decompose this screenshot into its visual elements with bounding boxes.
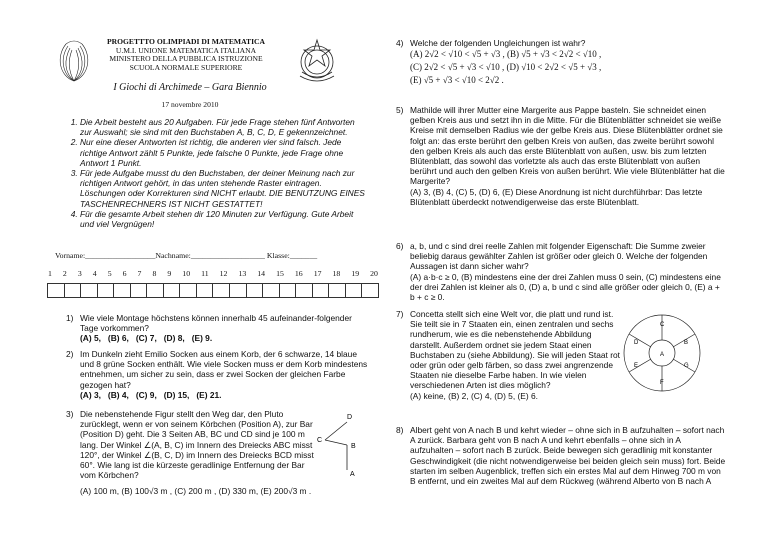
grid-number: 6 [122, 269, 127, 278]
question-text: Wie viele Montage höchstens können innerhalb 45 aufeinander-folgender Tage vorkommen? [80, 313, 352, 334]
grid-number: 4 [92, 269, 97, 278]
grid-number: 9 [167, 269, 172, 278]
question-5 [396, 105, 726, 207]
answer-line: (A) 3, (B) 4, (C) 5, (D) 6, (E) Diese Anordnung ist nicht durchführbar: Das letzte Blütenblatt überdeckt notwendigerweise das erste Blütenblatt. [410, 186, 703, 207]
answer-cell[interactable] [230, 284, 247, 297]
question-8 [396, 425, 726, 486]
answer-b: (B) 4, [107, 389, 129, 400]
grid-number: 8 [152, 269, 157, 278]
answer-line: (A) 100 m, (B) 100√3 m , (C) 200 m , (D) 330 m, (E) 200√3 m . [80, 486, 312, 497]
region-label-b: B [684, 340, 689, 346]
question-number: 1) [66, 313, 74, 323]
answer-cell[interactable] [296, 284, 313, 297]
region-label-c: C [660, 322, 665, 328]
answer-cell[interactable] [313, 284, 330, 297]
region-label-a: A [660, 352, 665, 358]
header-line1: PROGETTTO OLIMPIADI DI MATEMATICA [106, 37, 265, 46]
grid-number: 10 [182, 269, 191, 278]
answer-d: (D) 15, [163, 389, 190, 400]
header-line4: SCUOLA NORMALE SUPERIORE [129, 62, 243, 72]
question-2 [66, 349, 368, 400]
republic-emblem-icon [292, 36, 342, 88]
answer-line: (A) keine, (B) 2, (C) 4, (D) 5, (E) 6. [410, 390, 538, 401]
answer-cell[interactable] [263, 284, 280, 297]
question-text: Concetta stellt sich eine Welt vor, die platt und rund ist. Sie teilt sie in 7 Staaten ein, einen zentralen und sechs rundherum, wie es die nebenstehende Abbildung darstellt. Außerdem ordnet sie jedem Staat einen Buchstaben zu (siehe Abbildung). Sie will jeden Staat rot oder grün oder gelb färben, so dass zwei angrenzende Staaten nie dieselbe Farbe haben. In wie vielen verschiedenen Arten ist dies möglich? [410, 309, 620, 391]
answer-cell[interactable] [197, 284, 214, 297]
answer-cell[interactable] [247, 284, 264, 297]
header-line3: MINISTERO DELLA PUBBLICA ISTRUZIONE [109, 54, 263, 64]
answer-d: (D) 8, [163, 333, 185, 344]
grid-number: 13 [238, 269, 247, 278]
inequality-line: (E) √5 + √3 < √10 < 2√2 . [410, 75, 504, 86]
grid-number: 15 [276, 269, 284, 278]
region-label-f: F [660, 380, 664, 386]
answer-a: (A) 5, [80, 333, 101, 344]
question-number: 4) [396, 38, 404, 48]
answer-cell[interactable] [114, 284, 131, 297]
answer-cell[interactable] [213, 284, 230, 297]
question-text: Albert geht von A nach B und kehrt wieder – ohne sich in B aufzuhalten – sofort nach A zurück. Barbara geht von B nach A und kehrt ebenfalls – ohne sich in A aufzuhalten – sofort nach B zurück. Beide bewegen sich geradlinig mit konstanter Geschwindigkeit (die nicht notwendigerweise bei beiden gleich sein muss) fort. Beide starten im selben Augenblick, treffen sich ein erstes Mal auf dem Hinweg 700 m von B entfernt, und ein zweites Mal auf dem Rückweg (während Alberto von B nach A [410, 425, 726, 487]
rules-list [66, 117, 366, 229]
question-number: 5) [396, 105, 404, 115]
answer-cell[interactable] [98, 284, 115, 297]
question-text: Die nebenstehende Figur stellt den Weg dar, den Pluto zurücklegt, wenn er von seinem Körbchen (Position A), zur Bar (Position D) geht. Die 3 Seiten AB, BC und CD sind je 100 m lang. Der Winkel ∠(A, B, C) im Innern des Dreiecks ABC misst 120°, der Winkel ∠(B, C, D) im Innern des Dreiecks BCD misst 60°. Wie lang ist die kürzeste geradlinige Entfernung der Bar vom Körbchen? [80, 409, 314, 481]
header-line2: U.M.I. UNIONE MATEMATICA ITALIANA [115, 45, 257, 55]
header-block [96, 38, 276, 72]
question-1 [66, 313, 366, 344]
figure-label-d: D [347, 414, 353, 421]
question-number: 6) [396, 241, 404, 251]
figure-label-c: C [317, 437, 323, 444]
grid-number: 3 [77, 269, 82, 278]
answer-c: (C) 7, [135, 333, 157, 344]
question-number: 3) [66, 409, 74, 419]
grid-number: 5 [107, 269, 112, 278]
answer-cell[interactable] [81, 284, 98, 297]
grid-number: 11 [201, 269, 209, 278]
question-6 [396, 241, 726, 302]
figure-label-a: A [350, 471, 355, 478]
grid-number: 2 [62, 269, 67, 278]
grid-number: 16 [294, 269, 303, 278]
inequality-line: (A) 2√2 < √10 < √5 + √3 , (B) √5 + √3 < 2√2 < √10 , [410, 49, 602, 60]
region-label-e: E [634, 363, 639, 369]
question-text: Mathilde will ihrer Mutter eine Margerite aus Pappe basteln. Sie schneidet einen gelben Kreis aus und setzt ihn in die Mitte. Für die Blütenblätter schneidet sie weiße Kreise mit demselben Radius wie der gelbe Kreis aus. Diese Blütenblätter ordnet sie folgt an: das erste berührt den gelben Kreis von außen, das zweite berührt sowohl den gelben Kreis als auch das erste Blütenblatt von außen, usw. bis zum letzten Blütenblatt, das sowohl das vorletzte als auch das erste Blütenblatt von außen berührt und auch den gelben Kreis von außen berührt. Wie viele Blütenblätter hat die Margerite? [410, 105, 725, 187]
grid-number: 7 [137, 269, 142, 278]
answer-grid [47, 283, 379, 298]
question-text: Im Dunkeln zieht Emilio Socken aus einem Korb, der 6 schwarze, 14 blaue und 8 grüne Socken enthält. Wie viele Socken muss er dem Korb mindestens entnehmen, um sicher zu sein, dass er zwei Socken der gleichen Farbe gezogen hat? [80, 349, 368, 390]
exam-date: 17 novembre 2010 [161, 100, 219, 109]
rule-item: 1. Die Arbeit besteht aus 20 Aufgaben. Für jede Frage stehen fünf Antworten zur Auswahl; sie sind mit den Buchstaben A, B, C, D, E gekennzeichnet. [80, 117, 366, 137]
answer-cell[interactable] [65, 284, 82, 297]
question-number: 2) [66, 349, 74, 359]
region-label-g: G [684, 363, 689, 369]
rule-item: 3. Für jede Aufgabe musst du den Buchstaben, der deiner Meinung nach zur richtigen Antwort gehört, in das unten stehende Raster eintragen. Löschungen oder Korrekturen sind NICHT erlaubt. DIE BENUTZUNG EINES TASCHENRECHNERS IST NICHT GESTATTET! [80, 168, 366, 209]
nachname-field[interactable]: Nachname:___________________ [155, 251, 265, 260]
answer-e: (E) 21. [196, 389, 222, 400]
competition-title: I Giochi di Archimede – Gara Biennio [113, 82, 267, 93]
question-4 [396, 38, 726, 87]
world-map-figure [620, 312, 704, 394]
region-label-d: D [634, 340, 639, 346]
answer-grid-numbers [48, 269, 378, 279]
question-text: a, b, und c sind drei reelle Zahlen mit folgender Eigenschaft: Die Summe zweier beliebig daraus gewählter Zahlen ist größer oder gleich 0. Welche der folgenden Aussagen ist dann sicher wahr? [410, 241, 708, 272]
answer-b: (B) 6, [107, 333, 129, 344]
answer-cell[interactable] [164, 284, 181, 297]
question-number: 8) [396, 425, 404, 435]
grid-number: 17 [313, 269, 322, 278]
grid-number: 20 [370, 269, 378, 278]
answer-cell[interactable] [48, 284, 65, 297]
rule-item: 4. Für die gesamte Arbeit stehen dir 120 Minuten zur Verfügung. Gute Arbeit und viel Vergnügen! [80, 209, 366, 229]
grid-number: 18 [332, 269, 341, 278]
grid-number: 1 [48, 269, 52, 278]
question-text: Welche der folgenden Ungleichungen ist wahr? [410, 38, 586, 48]
answer-e: (E) 9. [191, 333, 213, 344]
vorname-field[interactable]: Vorname:__________________ [55, 251, 156, 260]
grid-number: 12 [219, 269, 228, 278]
answer-cell[interactable] [362, 284, 378, 297]
answer-cell[interactable] [131, 284, 148, 297]
name-fields [55, 251, 375, 261]
grid-number: 14 [257, 269, 266, 278]
answer-line: (A) a·b·c ≥ 0, (B) mindestens eine der drei Zahlen muss 0 sein, (C) mindestens eine der drei Zahlen ist kleiner als 0, (D) a, b und c sind alle größer oder gleich 0, (E) a + b + c ≥ 0. [410, 271, 721, 303]
inequality-line: (C) 2√2 < √5 + √3 < √10 , (D) √10 < 2√2 < √5 + √3 , [410, 62, 602, 73]
grid-number: 19 [351, 269, 360, 278]
rule-item: 2. Nur eine dieser Antworten ist richtig, die anderen vier sind falsch. Jede richtige Antwort zählt 5 Punkte, jede falsche 0 Punkte, jede Frage ohne Antwort 1 Punkt. [80, 137, 366, 168]
answer-cell[interactable] [280, 284, 297, 297]
answer-cell[interactable] [346, 284, 363, 297]
answer-cell[interactable] [180, 284, 197, 297]
figure-label-b: B [351, 443, 356, 450]
answer-c: (C) 9, [135, 389, 157, 400]
answer-a: (A) 3, [80, 389, 101, 400]
answer-cell[interactable] [147, 284, 164, 297]
olympiad-logo [54, 36, 94, 86]
pluto-path-figure [315, 410, 370, 485]
klasse-field[interactable]: Klasse:_______ [266, 251, 318, 260]
answer-cell[interactable] [329, 284, 346, 297]
question-number: 7) [396, 309, 404, 319]
